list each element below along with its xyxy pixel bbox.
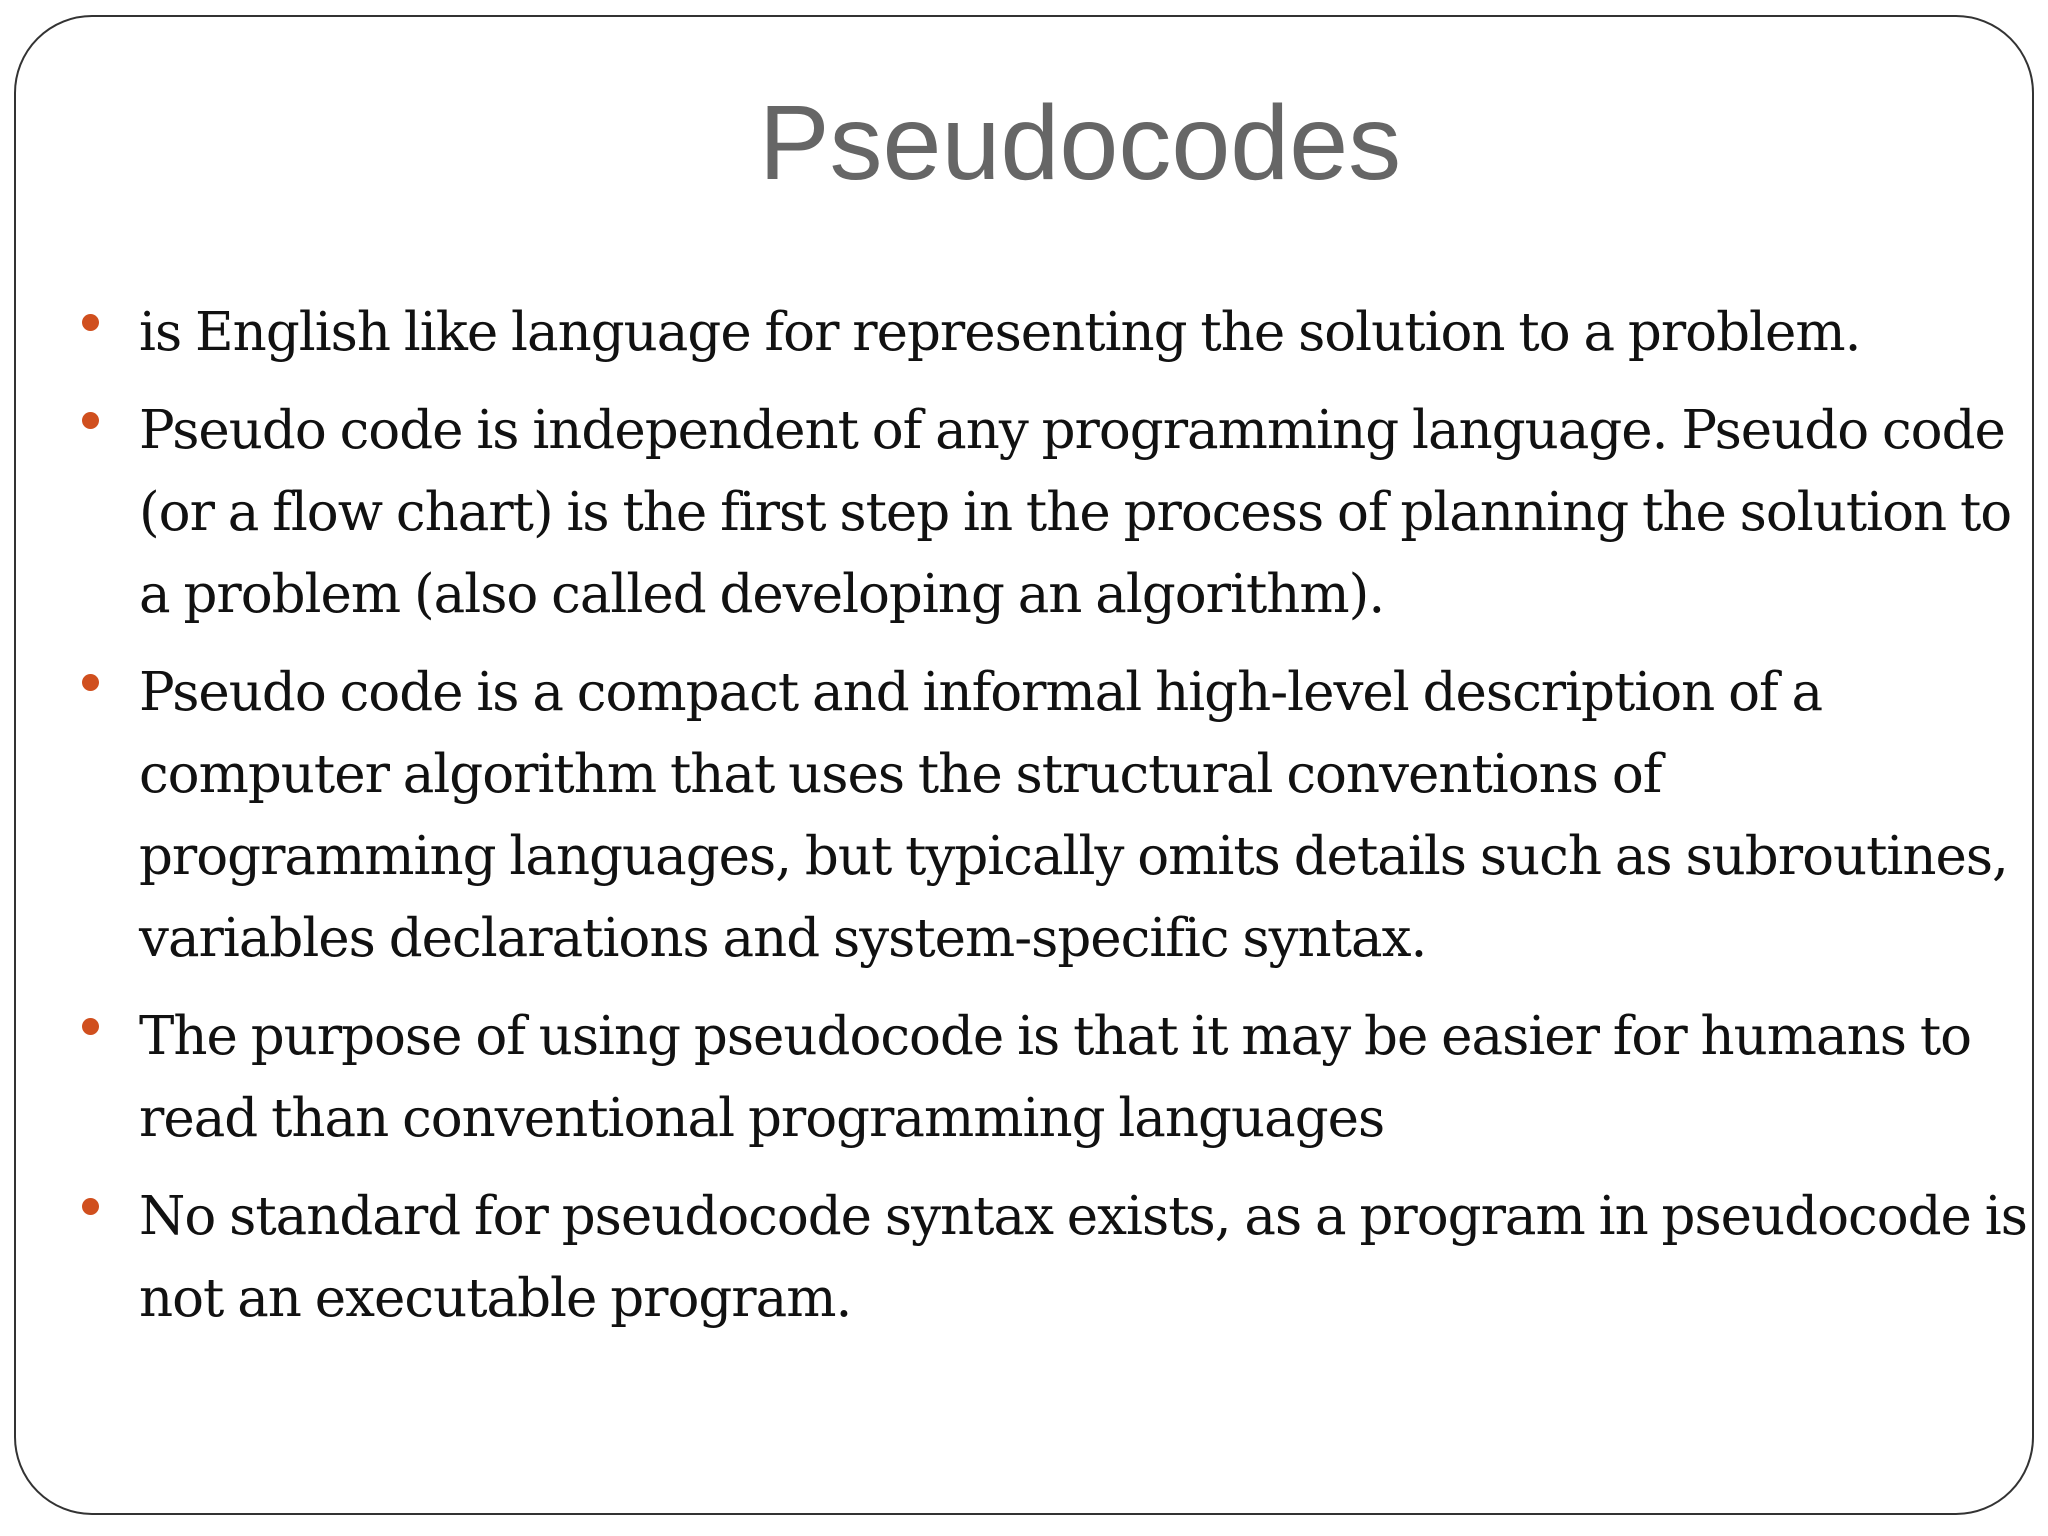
bullet-text: No standard for pseudocode syntax exists, as a program in pseudocode is not an executable program. [139, 1186, 2027, 1329]
bullet-dot-icon [82, 1018, 99, 1035]
bullet-list [0, 292, 2048, 1356]
bullet-item [0, 390, 2048, 636]
bullet-dot-icon [82, 1198, 99, 1215]
slide-title: Pseudocodes [758, 84, 1402, 202]
bullet-item [0, 1176, 2048, 1340]
bullet-text: The purpose of using pseudocode is that it may be easier for humans to read than conventional programming languages [139, 1006, 1972, 1149]
bullet-dot-icon [82, 412, 99, 429]
bullet-item [0, 996, 2048, 1160]
bullet-text: Pseudo code is a compact and informal high-level description of a computer algorithm that uses the structural conventions of programming languages, but typically omits details such as subroutines, variables declarations and system-specific syntax. [139, 662, 2008, 969]
bullet-text: is English like language for representing the solution to a problem. [139, 302, 1861, 363]
bullet-item [0, 652, 2048, 980]
bullet-item [0, 292, 2048, 374]
bullet-text: Pseudo code is independent of any programming language. Pseudo code (or a flow chart) is the first step in the process of planning the solution to a problem (also called developing an algorithm). [139, 400, 2012, 625]
bullet-dot-icon [82, 314, 99, 331]
bullet-dot-icon [82, 674, 99, 691]
